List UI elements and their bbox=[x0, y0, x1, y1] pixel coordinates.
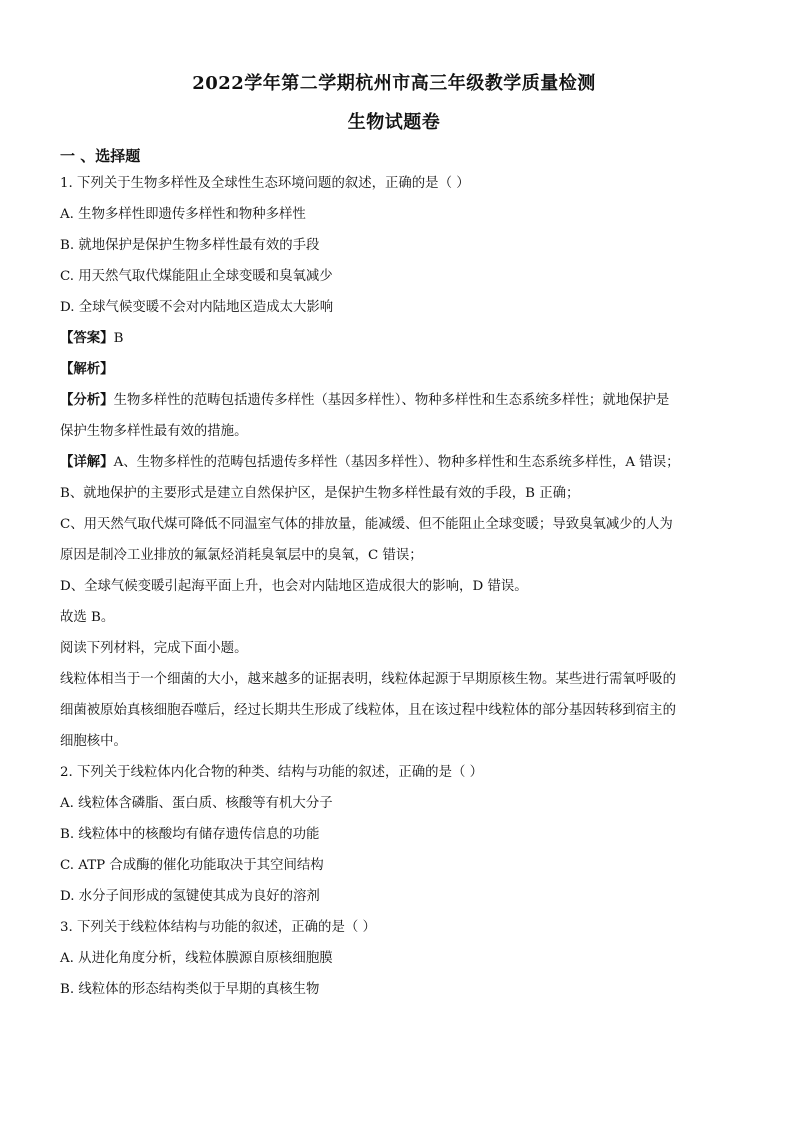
q1-xiangjie-line-5: D、全球气候变暖引起海平面上升，也会对内陆地区造成很大的影响，D 错误。 bbox=[60, 579, 528, 594]
exam-subtitle: 生物试题卷 bbox=[347, 112, 441, 133]
xiangjie-text-1: A、生物多样性的范畴包括遗传多样性（基因多样性）、物种多样性和生态系统多样性，A 错误； bbox=[113, 455, 680, 470]
q2-option-d: D. 水分子间形成的氢键使其成为良好的溶剂 bbox=[60, 889, 320, 904]
xiangjie-tag: 【详解】 bbox=[60, 454, 114, 470]
q2-option-b: B. 线粒体中的核酸均有储存遗传信息的功能 bbox=[60, 827, 320, 842]
q1-option-a: A. 生物多样性即遗传多样性和物种多样性 bbox=[60, 207, 306, 222]
q1-xiangjie-line-2: B、就地保护的主要形式是建立自然保护区，是保护生物多样性最有效的手段，B 正确； bbox=[60, 486, 580, 501]
q1-xiangjie-line-4: 原因是制冷工业排放的氟氯烃消耗臭氧层中的臭氧，C 错误； bbox=[60, 548, 423, 563]
q1-fenxi-line-1 bbox=[60, 385, 728, 416]
q2-option-c: C. ATP 合成酶的催化功能取决于其空间结构 bbox=[60, 858, 324, 873]
q1-analysis-heading bbox=[60, 354, 728, 385]
answer-value: B bbox=[113, 331, 124, 346]
material-line-1: 线粒体相当于一个细菌的大小，越来越多的证据表明，线粒体起源于早期原核生物。某些进行需氧呼吸的 bbox=[60, 672, 676, 687]
q1-option-c: C. 用天然气取代煤能阻止全球变暖和臭氧减少 bbox=[60, 269, 333, 284]
exam-title: 2022学年第二学期杭州市高三年级教学质量检测 bbox=[192, 73, 596, 94]
q1-xiangjie-line-1 bbox=[60, 447, 728, 478]
material-intro: 阅读下列材料，完成下面小题。 bbox=[60, 641, 248, 656]
q1-option-d: D. 全球气候变暖不会对内陆地区造成太大影响 bbox=[60, 300, 334, 315]
material-line-2: 细菌被原始真核细胞吞噬后，经过长期共生形成了线粒体，且在该过程中线粒体的部分基因转移到宿主的 bbox=[60, 703, 676, 718]
q1-stem: 1. 下列关于生物多样性及全球性生态环境问题的叙述，正确的是（ ） bbox=[60, 176, 470, 191]
q2-option-a: A. 线粒体含磷脂、蛋白质、核酸等有机大分子 bbox=[60, 796, 333, 811]
answer-tag: 【答案】 bbox=[60, 330, 114, 346]
q1-xiangjie-line-3: C、用天然气取代煤可降低不同温室气体的排放量，能减缓、但不能阻止全球变暖；导致臭氧减少的人为 bbox=[60, 517, 673, 532]
q2-stem: 2. 下列关于线粒体内化合物的种类、结构与功能的叙述，正确的是（ ） bbox=[60, 765, 484, 780]
q1-conclusion: 故选 B。 bbox=[60, 610, 115, 625]
fenxi-text-1: 生物多样性的范畴包括遗传多样性（基因多样性）、物种多样性和生态系统多样性；就地保护是 bbox=[113, 393, 670, 408]
q3-option-a: A. 从进化角度分析，线粒体膜源自原核细胞膜 bbox=[60, 951, 333, 966]
fenxi-tag: 【分析】 bbox=[60, 392, 114, 408]
section-heading: 一 、选择题 bbox=[60, 147, 141, 165]
material-line-3: 细胞核中。 bbox=[60, 734, 127, 749]
q1-answer bbox=[60, 323, 728, 354]
q1-fenxi-line-2: 保护生物多样性最有效的措施。 bbox=[60, 424, 248, 439]
q1-option-b: B. 就地保护是保护生物多样性最有效的手段 bbox=[60, 238, 320, 253]
q3-option-b: B. 线粒体的形态结构类似于早期的真核生物 bbox=[60, 982, 320, 997]
analysis-tag: 【解析】 bbox=[60, 361, 114, 377]
q3-stem: 3. 下列关于线粒体结构与功能的叙述，正确的是（ ） bbox=[60, 920, 376, 935]
